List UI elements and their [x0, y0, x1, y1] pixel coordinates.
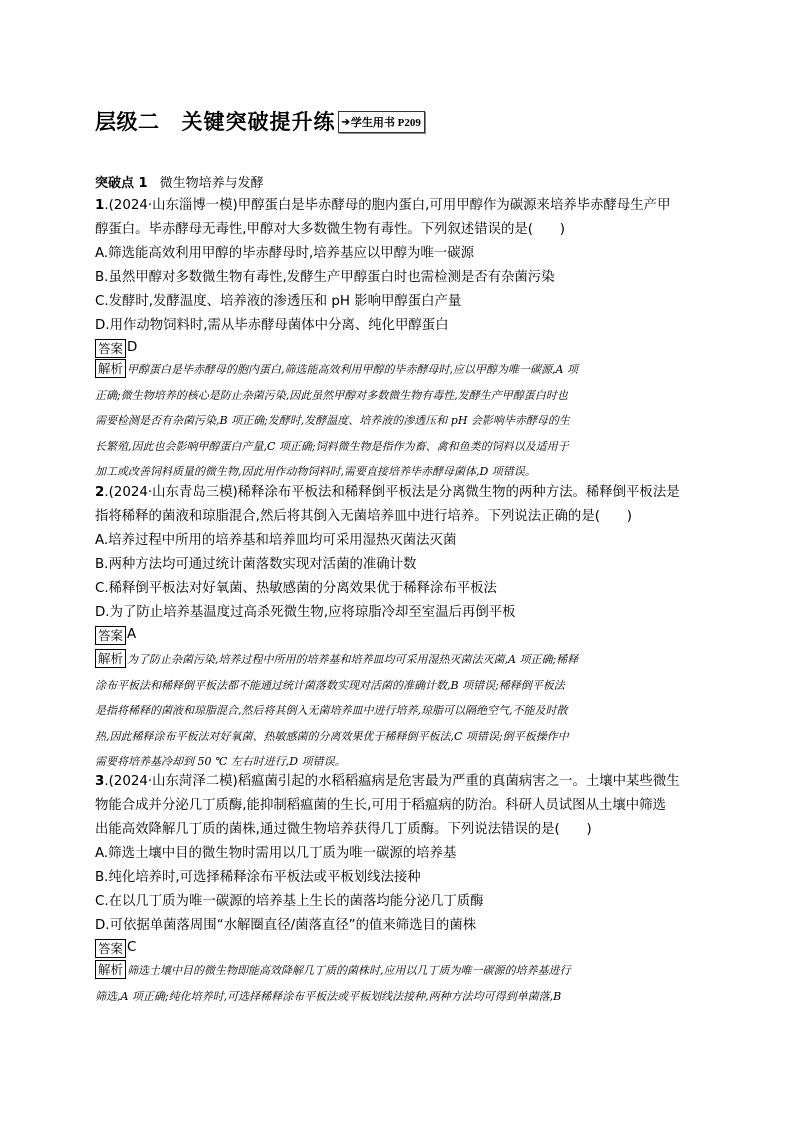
section-name: 微生物培养与发酵	[159, 176, 264, 191]
question-1-answer	[95, 337, 137, 359]
answer-value: C	[127, 940, 137, 955]
reference-label: 学生用书 P209	[350, 117, 421, 129]
question-2-answer	[95, 624, 136, 646]
question-2-option-a: A.培养过程中所用的培养基和培养皿均可采用湿热灭菌法灭菌	[95, 533, 457, 548]
answer-value: D	[127, 340, 138, 355]
level-title: 层级二	[95, 110, 160, 134]
question-2-stem: 2.(2024·山东青岛三模)稀释涂布平板法和稀释倒平板法是分离微生物的两种方法。稀释倒平板法是 指将稀释的菌液和琼脂混合,然后将其倒入无菌培养皿中进行培养。下列说法正确的是( )	[95, 485, 680, 524]
question-3-explanation: 解析 筛选土壤中目的微生物即能高效降解几丁质的菌株时,应用以几丁质为唯一碳源的培养基进行 筛选,A 项正确;纯化培养时,可选择稀释涂布平板法或平板划线法接种,两种方法均可得到单菌落,B	[95, 962, 571, 1003]
student-book-reference[interactable]	[338, 111, 425, 133]
answer-tag: 答案	[95, 339, 126, 358]
answer-tag: 答案	[95, 626, 126, 645]
question-2-option-b: B.两种方法均可通过统计菌落数实现对活菌的准确计数	[95, 557, 417, 572]
page-header	[95, 104, 425, 138]
question-1-stem: 1.(2024·山东淄博一模)甲醇蛋白是毕赤酵母的胞内蛋白,可用甲醇作为碳源来培养毕赤酵母生产甲 醇蛋白。毕赤酵母无毒性,甲醇对大多数微生物有毒性。下列叙述错误的是( )	[95, 198, 671, 237]
question-3-option-c: C.在以几丁质为唯一碳源的培养基上生长的菌落均能分泌几丁质酶	[95, 894, 484, 909]
answer-value: A	[127, 627, 137, 642]
question-3-answer	[95, 937, 136, 959]
arrow-right-icon: ➔	[341, 116, 350, 128]
question-1-option-c: C.发酵时,发酵温度、培养液的渗透压和 pH 影响甲醇蛋白产量	[95, 294, 462, 309]
explanation-tag: 解析	[95, 359, 126, 378]
explanation-tag: 解析	[95, 649, 126, 668]
question-number: 3	[95, 774, 105, 789]
question-2-option-d: D.为了防止培养基温度过高杀死微生物,应将琼脂冷却至室温后再倒平板	[95, 605, 516, 620]
question-number: 2	[95, 485, 105, 500]
question-1-option-d: D.用作动物饲料时,需从毕赤酵母菌体中分离、纯化甲醇蛋白	[95, 318, 449, 333]
question-number: 1	[95, 198, 105, 213]
section-label: 突破点 1	[95, 176, 148, 191]
question-3-stem: 3.(2024·山东菏泽二模)稻瘟菌引起的水稻稻瘟病是危害最为严重的真菌病害之一。土壤中某些微生 物能合成并分泌几丁质酶,能抑制稻瘟菌的生长,可用于稻瘟病的防治。科研人员试图从土壤中筛选 出能高效降解几丁质的菌株,通过微生物培养获得几丁质酶。下列说法错误的是( )	[95, 774, 680, 837]
question-3-option-d: D.可依据单菌落周围“水解圈直径/菌落直径”的值来筛选目的菌株	[95, 918, 477, 933]
question-3-option-a: A.筛选土壤中目的微生物时需用以几丁质为唯一碳源的培养基	[95, 846, 457, 861]
question-1-option-a: A.筛选能高效利用甲醇的毕赤酵母时,培养基应以甲醇为唯一碳源	[95, 246, 474, 261]
practice-title: 关键突破提升练	[181, 110, 336, 134]
question-2-explanation: 解析 为了防止杂菌污染,培养过程中所用的培养基和培养皿均可采用湿热灭菌法灭菌,A 项正确;稀释 涂布平板法和稀释倒平板法都不能通过统计菌落数实现对活菌的准确计数,B 项错误;稀释倒平板法 是指将稀释的菌液和琼脂混合,然后将其倒入无菌培养皿中进行培养,琼脂可以隔绝空气,不能及时散 热,因此稀释涂布平板法对好氧菌、热敏感菌的分离效果优于稀释倒平板法,C 项错误;倒平板操作中 需要将培养基冷却到 50 ℃ 左右时进行,D 项错误。	[95, 651, 579, 768]
question-1-option-b: B.虽然甲醇对多数微生物有毒性,发酵生产甲醇蛋白时也需检测是否有杂菌污染	[95, 270, 555, 285]
question-1-explanation: 解析 甲醇蛋白是毕赤酵母的胞内蛋白,筛选能高效利用甲醇的毕赤酵母时,应以甲醇为唯一碳源,A 项 正确;微生物培养的核心是防止杂菌污染,因此虽然甲醇对多数微生物有毒性,发酵生产甲醇蛋白时也 需要检测是否有杂菌污染,B 项正确;发酵时,发酵温度、培养液的渗透压和 pH 会影响毕赤酵母的生 长繁殖,因此也会影响甲醇蛋白产量,C 项正确;饲料微生物是指作为畜、禽和鱼类的饲料以及适用于 加工或改善饲料质量的微生物,因此用作动物饲料时,需要直接培养毕赤酵母菌体,D 项错误。	[95, 361, 578, 478]
section-heading	[95, 172, 264, 191]
answer-tag: 答案	[95, 939, 126, 958]
explanation-tag: 解析	[95, 960, 126, 979]
question-2-option-c: C.稀释倒平板法对好氧菌、热敏感菌的分离效果优于稀释涂布平板法	[95, 581, 497, 596]
question-3-option-b: B.纯化培养时,可选择稀释涂布平板法或平板划线法接种	[95, 870, 421, 885]
